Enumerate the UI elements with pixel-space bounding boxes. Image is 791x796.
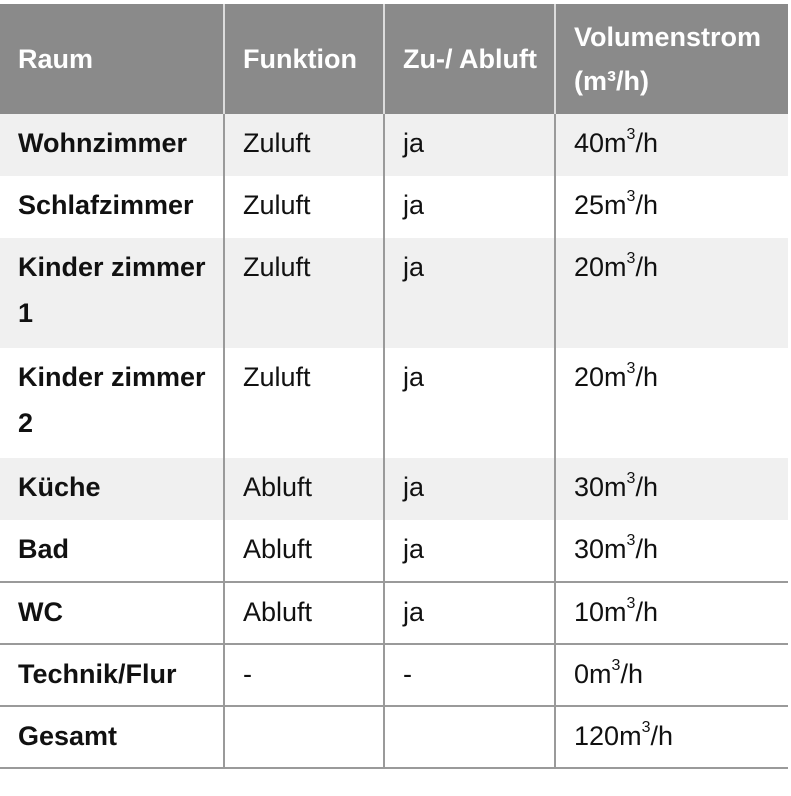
cell-volumenstrom — [555, 520, 788, 582]
unit-exponent: 3 — [626, 532, 636, 549]
cell-volumenstrom — [555, 644, 788, 706]
unit-suffix: /h — [635, 190, 658, 220]
unit-suffix: /h — [635, 252, 658, 282]
unit-base: m — [604, 597, 627, 627]
cell-volumenstrom — [555, 706, 788, 768]
unit-suffix: /h — [620, 659, 643, 689]
cell-zu-abluft: ja — [384, 238, 555, 348]
cell-raum: Gesamt — [0, 706, 224, 768]
cell-volumenstrom — [555, 348, 788, 458]
unit-exponent: 3 — [626, 595, 636, 612]
cell-funktion — [224, 706, 384, 768]
volumen-value: 40 — [574, 128, 605, 158]
cell-volumenstrom — [555, 458, 788, 520]
unit-exponent: 3 — [641, 719, 651, 736]
cell-volumenstrom — [555, 238, 788, 348]
cell-raum: Wohnzimmer — [0, 114, 224, 176]
cell-zu-abluft: ja — [384, 582, 555, 644]
unit-suffix: /h — [635, 597, 658, 627]
volumen-value: 10 — [574, 597, 605, 627]
unit-exponent: 3 — [626, 126, 636, 143]
unit-base: m — [619, 721, 642, 751]
cell-raum: WC — [0, 582, 224, 644]
cell-funktion: Zuluft — [224, 238, 384, 348]
cell-funktion: Zuluft — [224, 114, 384, 176]
cell-raum: Küche — [0, 458, 224, 520]
volumen-value: 20 — [574, 252, 605, 282]
table-row — [0, 582, 788, 644]
volumen-value: 30 — [574, 472, 605, 502]
unit-base: m — [589, 659, 612, 689]
volumen-value: 120 — [574, 721, 620, 751]
table-row — [0, 114, 788, 176]
header-volumenstrom: Volumenstrom (m³/h) — [555, 4, 788, 114]
header-raum: Raum — [0, 4, 224, 114]
table-row — [0, 348, 788, 458]
volumen-value: 20 — [574, 362, 605, 392]
unit-base: m — [604, 534, 627, 564]
unit-suffix: /h — [650, 721, 673, 751]
table-row — [0, 644, 788, 706]
unit-exponent: 3 — [626, 188, 636, 205]
table-row-total — [0, 706, 788, 768]
cell-volumenstrom — [555, 582, 788, 644]
cell-raum: Kinder zimmer 2 — [18, 362, 206, 438]
cell-funktion: Abluft — [224, 520, 384, 582]
header-zu-abluft: Zu-/ Abluft — [384, 4, 555, 114]
cell-zu-abluft — [384, 706, 555, 768]
cell-volumenstrom — [555, 176, 788, 238]
cell-zu-abluft: - — [384, 644, 555, 706]
cell-raum: Schlafzimmer — [18, 190, 194, 220]
unit-base: m — [604, 252, 627, 282]
cell-volumenstrom — [555, 114, 788, 176]
header-row — [0, 4, 788, 114]
cell-zu-abluft: ja — [384, 176, 555, 238]
unit-base: m — [604, 362, 627, 392]
unit-suffix: /h — [635, 128, 658, 158]
table-row — [0, 458, 788, 520]
unit-exponent: 3 — [626, 470, 636, 487]
cell-raum: Kinder zimmer 1 — [0, 238, 224, 348]
cell-funktion: Abluft — [224, 458, 384, 520]
unit-exponent: 3 — [626, 250, 636, 267]
cell-zu-abluft: ja — [384, 458, 555, 520]
cell-raum: Technik/Flur — [0, 644, 224, 706]
table-row — [0, 176, 788, 238]
unit-base: m — [604, 472, 627, 502]
unit-suffix: /h — [635, 472, 658, 502]
unit-suffix: /h — [635, 362, 658, 392]
volumen-value: 30 — [574, 534, 605, 564]
cell-funktion: Abluft — [224, 582, 384, 644]
header-funktion: Funktion — [224, 4, 384, 114]
cell-zu-abluft: ja — [384, 520, 555, 582]
cell-funktion: - — [224, 644, 384, 706]
cell-funktion: Zuluft — [224, 348, 384, 458]
unit-base: m — [604, 190, 627, 220]
volumen-value: 0 — [574, 659, 590, 689]
volumen-value: 25 — [574, 190, 605, 220]
table-row — [0, 238, 788, 348]
cell-raum: Bad — [18, 534, 70, 564]
cell-funktion: Zuluft — [224, 176, 384, 238]
unit-exponent: 3 — [626, 360, 636, 377]
cell-zu-abluft: ja — [384, 114, 555, 176]
ventilation-table — [0, 4, 788, 769]
unit-suffix: /h — [635, 534, 658, 564]
unit-exponent: 3 — [611, 657, 621, 674]
cell-zu-abluft: ja — [384, 348, 555, 458]
unit-base: m — [604, 128, 627, 158]
table-row — [0, 520, 788, 582]
